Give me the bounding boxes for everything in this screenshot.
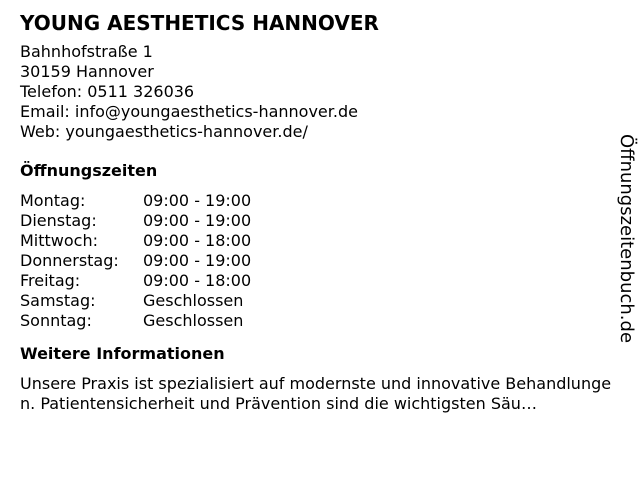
- day-label: Dienstag:: [20, 211, 97, 230]
- time-value: 09:00 - 18:00: [143, 271, 252, 290]
- street-address: Bahnhofstraße 1: [20, 42, 153, 61]
- brand-watermark: Öffnungszeitenbuch.de: [616, 134, 637, 344]
- hours-row: [20, 271, 620, 291]
- hours-row: [20, 231, 620, 251]
- more-info-heading: Weitere Informationen: [20, 344, 225, 363]
- opening-hours-heading: Öffnungszeiten: [20, 161, 158, 180]
- day-label: Sonntag:: [20, 311, 92, 330]
- day-label: Samstag:: [20, 291, 96, 310]
- phone-line: Telefon: 0511 326036: [20, 82, 195, 101]
- time-value: Geschlossen: [143, 311, 244, 330]
- day-label: Mittwoch:: [20, 231, 98, 250]
- time-value: 09:00 - 19:00: [143, 251, 252, 270]
- day-label: Donnerstag:: [20, 251, 119, 270]
- day-label: Montag:: [20, 191, 86, 210]
- hours-row: [20, 251, 620, 271]
- opening-hours-table: [20, 191, 620, 331]
- hours-row: [20, 311, 620, 331]
- description-text: Unsere Praxis ist spezialisiert auf modernste und innovative Behandlungen. Patientensicherheit und Prävention sind die wichtigsten Säu…: [20, 374, 612, 413]
- business-name: YOUNG AESTHETICS HANNOVER: [20, 11, 379, 35]
- business-card: [20, 10, 620, 414]
- city-postal: 30159 Hannover: [20, 62, 154, 81]
- time-value: Geschlossen: [143, 291, 244, 310]
- web-line: Web: youngaesthetics-hannover.de/: [20, 122, 308, 141]
- day-label: Freitag:: [20, 271, 81, 290]
- email-line: Email: info@youngaesthetics-hannover.de: [20, 102, 358, 121]
- hours-row: [20, 211, 620, 231]
- address-block: [20, 42, 620, 142]
- hours-row: [20, 291, 620, 311]
- time-value: 09:00 - 18:00: [143, 231, 252, 250]
- time-value: 09:00 - 19:00: [143, 191, 252, 210]
- time-value: 09:00 - 19:00: [143, 211, 252, 230]
- hours-row: [20, 191, 620, 211]
